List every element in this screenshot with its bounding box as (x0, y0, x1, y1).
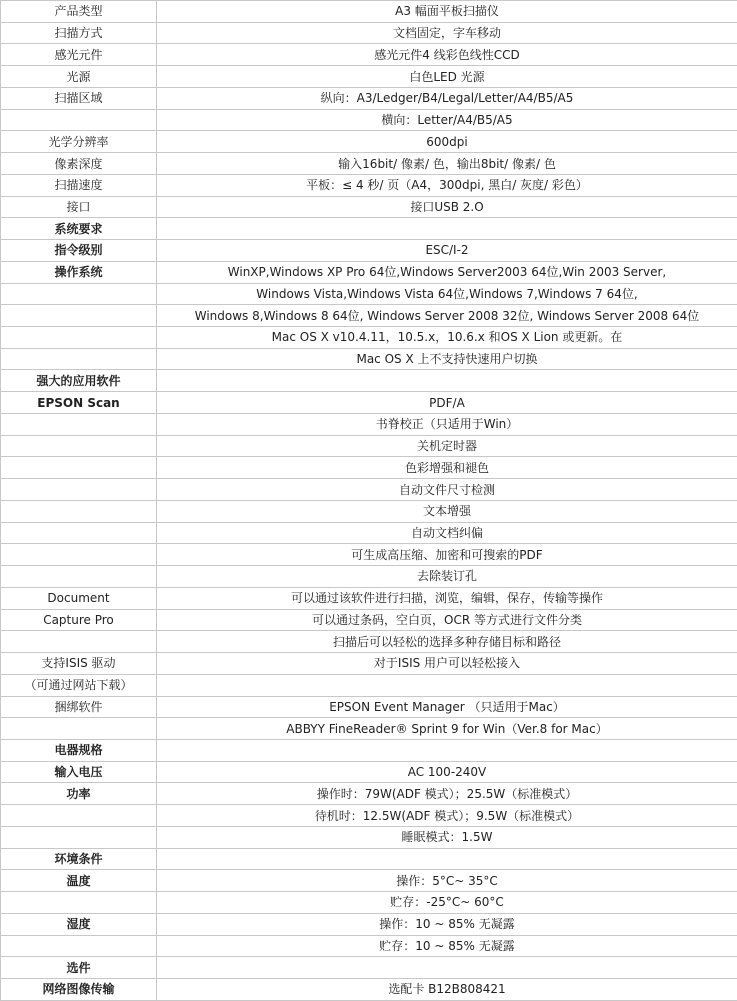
spec-value: 自动文件尺寸检测 (157, 479, 737, 501)
spec-label: 像素深度 (1, 153, 157, 175)
spec-value (157, 370, 737, 392)
table-row (1, 631, 737, 653)
spec-label: 光源 (1, 66, 157, 88)
table-row (1, 892, 737, 914)
spec-value: 色彩增强和褪色 (157, 457, 737, 479)
spec-label (1, 892, 157, 914)
spec-label (1, 718, 157, 740)
table-row (1, 500, 737, 522)
spec-value: 文本增强 (157, 500, 737, 522)
spec-value: 贮存：-25°C~ 60°C (157, 892, 737, 914)
spec-value (157, 674, 737, 696)
spec-label (1, 826, 157, 848)
table-row (1, 848, 737, 870)
table-row (1, 1, 737, 23)
spec-label: 网络图像传输 (1, 979, 157, 1001)
spec-label: 指令级别 (1, 240, 157, 262)
table-row (1, 305, 737, 327)
spec-label: 操作系统 (1, 261, 157, 283)
table-row (1, 718, 737, 740)
table-row (1, 979, 737, 1001)
spec-value: ESC/I-2 (157, 240, 737, 262)
spec-label: Document (1, 587, 157, 609)
spec-value: 文档固定，字车移动 (157, 22, 737, 44)
table-row (1, 674, 737, 696)
spec-label: 系统要求 (1, 218, 157, 240)
spec-value: 操作：5°C~ 35°C (157, 870, 737, 892)
table-row (1, 957, 737, 979)
spec-value: WinXP,Windows XP Pro 64位,Windows Server2003 64位,Win 2003 Server, (157, 261, 737, 283)
spec-label: 捆绑软件 (1, 696, 157, 718)
table-row (1, 783, 737, 805)
table-row (1, 283, 737, 305)
spec-value: A3 幅面平板扫描仪 (157, 1, 737, 23)
spec-value: Mac OS X v10.4.11，10.5.x，10.6.x 和OS X Lion 或更新。在 (157, 327, 737, 349)
spec-value: 白色LED 光源 (157, 66, 737, 88)
spec-label: 感光元件 (1, 44, 157, 66)
table-row (1, 66, 737, 88)
spec-value: 600dpi (157, 131, 737, 153)
table-row (1, 327, 737, 349)
spec-value (157, 739, 737, 761)
spec-value: 可以通过该软件进行扫描，浏览，编辑，保存，传输等操作 (157, 587, 737, 609)
table-row (1, 653, 737, 675)
spec-label (1, 327, 157, 349)
spec-value: 纵向：A3/Ledger/B4/Legal/Letter/A4/B5/A5 (157, 87, 737, 109)
table-row (1, 826, 737, 848)
table-row (1, 109, 737, 131)
spec-value: Windows 8,Windows 8 64位, Windows Server 2008 32位, Windows Server 2008 64位 (157, 305, 737, 327)
spec-label: 湿度 (1, 913, 157, 935)
spec-label: 扫描速度 (1, 174, 157, 196)
spec-value: 自动文档纠偏 (157, 522, 737, 544)
spec-label: 功率 (1, 783, 157, 805)
spec-value: 扫描后可以轻松的选择多种存储目标和路径 (157, 631, 737, 653)
spec-value: 接口USB 2.O (157, 196, 737, 218)
table-row (1, 935, 737, 957)
spec-label (1, 305, 157, 327)
table-row (1, 913, 737, 935)
spec-value: 操作：10 ~ 85% 无凝露 (157, 913, 737, 935)
table-row (1, 587, 737, 609)
spec-value: 待机时：12.5W(ADF 模式）；9.5W（标准模式） (157, 805, 737, 827)
spec-value: PDF/A (157, 392, 737, 414)
table-row (1, 261, 737, 283)
spec-label (1, 457, 157, 479)
table-row (1, 479, 737, 501)
spec-label: Capture Pro (1, 609, 157, 631)
spec-label: EPSON Scan (1, 392, 157, 414)
table-row (1, 739, 737, 761)
spec-value (157, 957, 737, 979)
table-row (1, 392, 737, 414)
table-row (1, 696, 737, 718)
spec-label: 强大的应用软件 (1, 370, 157, 392)
spec-label (1, 348, 157, 370)
spec-label (1, 435, 157, 457)
table-row (1, 196, 737, 218)
spec-label (1, 566, 157, 588)
spec-label: 接口 (1, 196, 157, 218)
spec-label: 温度 (1, 870, 157, 892)
table-row (1, 522, 737, 544)
spec-label (1, 631, 157, 653)
spec-value: 可生成高压缩、加密和可搜索的PDF (157, 544, 737, 566)
table-row (1, 609, 737, 631)
spec-value: 横向：Letter/A4/B5/A5 (157, 109, 737, 131)
spec-label: 输入电压 (1, 761, 157, 783)
spec-label: 产品类型 (1, 1, 157, 23)
spec-value: 选配卡 B12B808421 (157, 979, 737, 1001)
spec-label (1, 544, 157, 566)
spec-value: 输入16bit/ 像素/ 色，输出8bit/ 像素/ 色 (157, 153, 737, 175)
spec-label: 选件 (1, 957, 157, 979)
spec-label (1, 935, 157, 957)
table-row (1, 22, 737, 44)
spec-label (1, 283, 157, 305)
spec-value: 书脊校正（只适用于Win） (157, 413, 737, 435)
table-row (1, 761, 737, 783)
table-row (1, 435, 737, 457)
spec-table-body (1, 1, 737, 1001)
table-row (1, 348, 737, 370)
table-row (1, 153, 737, 175)
spec-label: 扫描方式 (1, 22, 157, 44)
spec-value: 关机定时器 (157, 435, 737, 457)
spec-label (1, 500, 157, 522)
spec-label: （可通过网站下载） (1, 674, 157, 696)
spec-label (1, 109, 157, 131)
table-row (1, 805, 737, 827)
table-row (1, 870, 737, 892)
spec-label: 电器规格 (1, 739, 157, 761)
table-row (1, 457, 737, 479)
spec-value: 贮存：10 ~ 85% 无凝露 (157, 935, 737, 957)
table-row (1, 413, 737, 435)
table-row (1, 544, 737, 566)
table-row (1, 174, 737, 196)
spec-value: 操作时：79W(ADF 模式）；25.5W（标准模式） (157, 783, 737, 805)
spec-value (157, 848, 737, 870)
spec-label (1, 413, 157, 435)
table-row (1, 218, 737, 240)
spec-value (157, 218, 737, 240)
spec-value: 去除装订孔 (157, 566, 737, 588)
table-row (1, 370, 737, 392)
spec-label: 支持ISIS 驱动 (1, 653, 157, 675)
spec-value: Mac OS X 上不支持快速用户切换 (157, 348, 737, 370)
spec-value: 感光元件4 线彩色线性CCD (157, 44, 737, 66)
spec-value: Windows Vista,Windows Vista 64位,Windows 7,Windows 7 64位, (157, 283, 737, 305)
spec-value: ABBYY FineReader® Sprint 9 for Win（Ver.8 for Mac） (157, 718, 737, 740)
spec-value: 平板：≤ 4 秒/ 页（A4，300dpi, 黑白/ 灰度/ 彩色） (157, 174, 737, 196)
spec-value: 对于ISIS 用户可以轻松接入 (157, 653, 737, 675)
spec-label (1, 522, 157, 544)
table-row (1, 240, 737, 262)
spec-value: AC 100-240V (157, 761, 737, 783)
table-row (1, 87, 737, 109)
table-row (1, 131, 737, 153)
spec-value: 可以通过条码，空白页，OCR 等方式进行文件分类 (157, 609, 737, 631)
spec-label: 环境条件 (1, 848, 157, 870)
table-row (1, 566, 737, 588)
spec-label (1, 805, 157, 827)
spec-label: 光学分辨率 (1, 131, 157, 153)
spec-label (1, 479, 157, 501)
spec-label: 扫描区域 (1, 87, 157, 109)
spec-value: EPSON Event Manager （只适用于Mac） (157, 696, 737, 718)
spec-value: 睡眠模式：1.5W (157, 826, 737, 848)
table-row (1, 44, 737, 66)
